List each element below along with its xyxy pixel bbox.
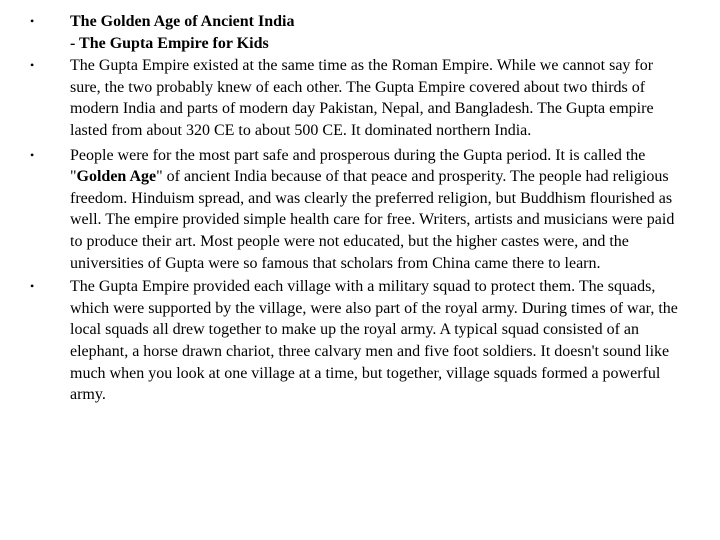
bullet-item-military	[30, 276, 680, 406]
military-paragraph: The Gupta Empire provided each village with a military squad to protect them. The squads, which were supported by the village, were also part of the royal army. During times of war, the local squads all drew together to make up the royal army. A typical squad consisted of an elephant, a horse drawn chariot, three calvary men and five foot soldiers. It doesn't sound like much when you look at one village at a time, but together, village squads formed a powerful army.	[70, 278, 678, 404]
golden-age-paragraph	[70, 145, 680, 275]
title-line-1: The Golden Age of Ancient India	[70, 13, 295, 30]
bullet-dot-icon: •	[30, 279, 35, 294]
golden-age-emphasis: Golden Age	[76, 168, 157, 186]
title-line-2: - The Gupta Empire for Kids	[70, 34, 269, 52]
overview-paragraph: The Gupta Empire existed at the same time as the Roman Empire. While we cannot say for sure, the two probably knew of each other. The Gupta Empire covered about two thirds of modern India and parts of modern day Pakistan, Nepal, and Bangladesh. The Gupta empire lasted from about 320 CE to about 500 CE. It dominated northern India.	[70, 57, 654, 139]
bullet-list	[30, 11, 680, 406]
bullet-dot-icon: •	[30, 14, 35, 28]
golden-age-text-after: " of ancient India because of that peace and prosperity. The people had religious freedom. Hinduism spread, and was clearly the preferred religion, but Buddhism flourished as well. The empire provided simple health care for free. Writers, artists and musicians were paid to produce their art. Most people were not educated, but the higher castes were, and the universities of Gupta were so famous that scholars from China came there to learn.	[70, 168, 675, 272]
bullet-dot-icon: •	[30, 147, 35, 162]
bullet-dot-icon: •	[30, 58, 35, 73]
golden-age-text-before: People were for the most part safe and prosperous during the Gupta period. It is called the "	[70, 146, 646, 186]
bullet-item-overview	[30, 55, 680, 141]
bullet-item-title	[30, 11, 680, 54]
bullet-item-golden-age	[30, 145, 680, 275]
